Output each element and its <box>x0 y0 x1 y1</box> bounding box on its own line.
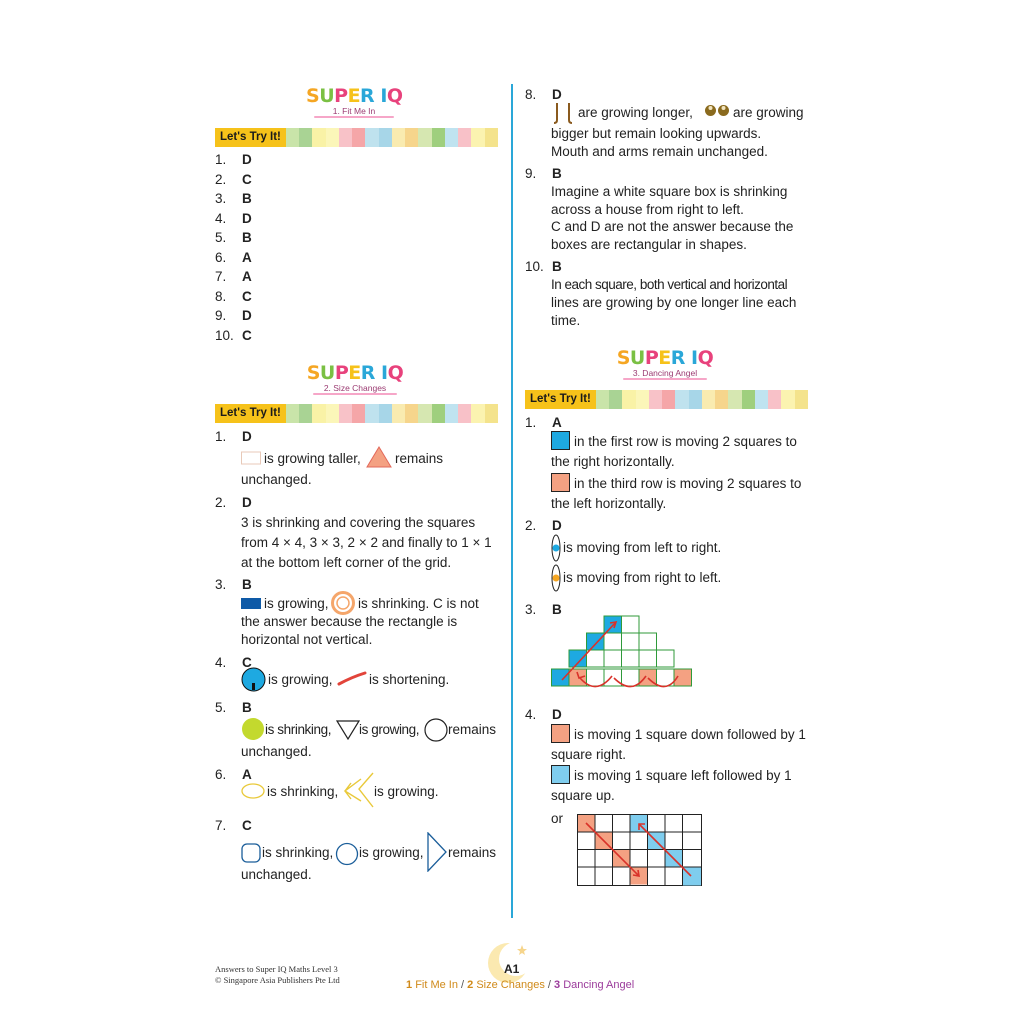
logo-wordmark: SUPER IQ <box>616 347 714 369</box>
logo-wordmark: SUPER IQ <box>306 85 403 107</box>
blue-circle-icon <box>241 667 266 692</box>
page-number: A1 <box>504 962 520 976</box>
q9-line-1: Imagine a white square box is shrinking <box>551 184 788 199</box>
question-number: 7. <box>215 818 227 833</box>
answer-value: B <box>242 700 252 715</box>
footer-line-1: Answers to Super IQ Maths Level 3 <box>215 964 338 974</box>
answer-number: 1. <box>215 152 227 167</box>
answer-value: A <box>242 249 252 265</box>
q5-text-b: is growing, <box>359 722 420 737</box>
try-it-bar-1 <box>215 128 498 147</box>
ch3-q1-text-a: in the first row is moving 2 squares to <box>574 434 797 449</box>
answer-value: D <box>242 152 252 167</box>
q9-line-2: across a house from right to left. <box>551 202 744 217</box>
ch3-q2-text-b: is moving from right to left. <box>563 570 722 585</box>
answer-value: D <box>242 210 252 226</box>
answer-row <box>215 150 252 170</box>
q10-line-2: lines are growing by one longer line each <box>551 295 797 310</box>
ch3-q1-text-b: the right horizontally. <box>551 454 675 469</box>
answer-value: A <box>552 415 562 430</box>
circle-outline-icon <box>424 718 448 742</box>
chap2-num: 2 <box>467 979 474 991</box>
answer-row <box>215 306 252 326</box>
q3-text-c: the answer because the rectangle is <box>241 614 458 629</box>
question-number: 1. <box>215 429 227 444</box>
try-it-label: Let's Try It! <box>215 404 286 423</box>
q7-text-c: remains <box>448 845 497 860</box>
question-number: 9. <box>525 166 537 181</box>
answer-row <box>215 326 252 346</box>
q6-text-b: is growing. <box>374 784 439 799</box>
or-label: or <box>551 811 564 826</box>
column-divider <box>511 84 513 918</box>
ch3-q1-text-d: the left horizontally. <box>551 496 667 511</box>
answer-value: D <box>242 308 252 323</box>
pyramid-grid-diagram <box>550 614 696 690</box>
q1-text-c: unchanged. <box>241 472 312 487</box>
salmon-square-icon <box>551 724 571 744</box>
green-dot-icon <box>241 717 265 741</box>
rectangle-outline-icon <box>241 451 262 466</box>
answer-number: 10. <box>215 327 234 343</box>
ch3-q4-text-c: is moving 1 square left followed by 1 <box>574 768 792 783</box>
answer-value: B <box>552 166 562 181</box>
q5-text-a: is shrinking, <box>265 722 332 737</box>
answer-value: C <box>242 171 252 187</box>
answer-number: 5. <box>215 230 227 245</box>
q10-line-1: In each square, both vertical and horizontal <box>551 277 788 292</box>
color-stripes <box>596 390 808 409</box>
question-number: 3. <box>215 577 227 592</box>
ch3-q1-text-c: in the third row is moving 2 squares to <box>574 476 802 491</box>
chapter-title-3: 3. Dancing Angel <box>615 368 715 378</box>
q2-line-1: 3 is shrinking and covering the squares <box>241 515 476 530</box>
yellow-fish-icon <box>341 771 375 809</box>
grid-diagram <box>577 814 703 887</box>
q2-line-3: at the bottom left corner of the grid. <box>241 555 452 570</box>
answer-number: 7. <box>215 269 227 284</box>
q4-text-a: is growing, <box>268 672 333 687</box>
answer-row <box>215 267 252 287</box>
q8-text-b: are growing <box>733 105 804 120</box>
chapter-1-answers <box>215 150 252 345</box>
q2-line-2: from 4 × 4, 3 × 3, 2 × 2 and finally to 1 × 1 <box>241 535 492 550</box>
chap1-num: 1 <box>406 979 413 991</box>
answer-value: D <box>242 495 252 510</box>
q5-text-d: unchanged. <box>241 744 312 759</box>
question-number: 1. <box>525 415 537 430</box>
chapter-title-2: 2. Size Changes <box>305 383 405 393</box>
try-it-bar-3 <box>525 390 808 409</box>
q3-text-b: is shrinking. C is not <box>358 596 479 611</box>
ch3-q4-text-a: is moving 1 square down followed by 1 <box>574 727 806 742</box>
ch3-q4-text-d: square up. <box>551 788 615 803</box>
answer-row <box>215 189 252 209</box>
try-it-label: Let's Try It! <box>215 128 286 147</box>
answer-number: 2. <box>215 171 227 187</box>
ch3-q2-text-a: is moving from left to right. <box>563 540 722 555</box>
chap3-num: 3 <box>554 979 561 991</box>
question-number: 4. <box>525 707 537 722</box>
q9-line-4: boxes are rectangular in shapes. <box>551 237 747 252</box>
blue-rectangle-icon <box>241 598 262 610</box>
down-triangle-icon <box>336 720 360 740</box>
answer-row <box>215 228 252 248</box>
super-iq-logo-1 <box>306 86 402 116</box>
chapter-title-1: 1. Fit Me In <box>306 106 402 116</box>
question-number: 2. <box>525 518 537 533</box>
answer-number: 8. <box>215 288 227 304</box>
super-iq-logo-2 <box>305 363 405 393</box>
footer-chapters <box>406 979 634 991</box>
answer-row <box>215 248 252 268</box>
q6-text-a: is shrinking, <box>267 784 339 799</box>
answer-value: D <box>552 707 562 722</box>
answer-row <box>215 287 252 307</box>
answer-number: 9. <box>215 308 227 323</box>
question-number: 4. <box>215 655 227 670</box>
answer-number: 6. <box>215 249 227 265</box>
triangle-icon <box>366 446 392 468</box>
separator: / <box>457 979 468 991</box>
q8-text-c: bigger but remain looking upwards. <box>551 126 762 141</box>
q1-text-b: remains <box>395 451 444 466</box>
chap1-name: Fit Me In <box>415 979 458 991</box>
q3-text-a: is growing, <box>264 596 329 611</box>
q7-text-d: unchanged. <box>241 867 312 882</box>
question-number: 6. <box>215 767 227 782</box>
answer-value: D <box>552 518 562 533</box>
answer-row <box>215 209 252 229</box>
answer-number: 4. <box>215 210 227 226</box>
q9-line-3: C and D are not the answer because the <box>551 219 794 234</box>
q1-text-a: is growing taller, <box>264 451 361 466</box>
separator: / <box>544 979 555 991</box>
chap2-name: Size Changes <box>476 979 545 991</box>
question-number: 10. <box>525 259 544 274</box>
q7-text-a: is shrinking, <box>262 845 334 860</box>
color-stripes <box>286 404 498 423</box>
super-iq-logo-3 <box>615 348 715 378</box>
ch3-q4-text-b: square right. <box>551 747 627 762</box>
right-triangle-icon <box>426 832 448 872</box>
blue-dot-oval-icon <box>551 534 561 562</box>
blue-square-icon <box>551 431 571 451</box>
orange-dot-oval-icon <box>551 564 561 592</box>
q8-text-d: Mouth and arms remain unchanged. <box>551 144 768 159</box>
q5-text-c: remains <box>448 722 497 737</box>
answer-value: A <box>242 269 252 284</box>
question-number: 8. <box>525 87 537 102</box>
answer-value: B <box>552 259 562 274</box>
yellow-ellipse-icon <box>241 783 265 799</box>
q10-line-3: time. <box>551 313 581 328</box>
answer-value: B <box>242 191 252 206</box>
q8-text-a: are growing longer, <box>578 105 693 120</box>
answer-value: C <box>242 288 252 304</box>
answer-number: 3. <box>215 191 227 206</box>
footer-line-2: © Singapore Asia Publishers Pte Ltd <box>215 975 340 985</box>
question-number: 5. <box>215 700 227 715</box>
answer-value: D <box>242 429 252 444</box>
answer-value: A <box>242 767 252 782</box>
answer-value: D <box>552 87 562 102</box>
answer-value: B <box>552 602 562 617</box>
blue-circle-outline-icon <box>335 842 359 866</box>
footer-copyright <box>215 964 340 986</box>
color-stripes <box>286 128 498 147</box>
answer-value: C <box>242 327 252 343</box>
logo-wordmark: SUPER IQ <box>306 362 404 384</box>
try-it-label: Let's Try It! <box>525 390 596 409</box>
q4-text-b: is shortening. <box>369 672 450 687</box>
answer-value: B <box>242 577 252 592</box>
chap3-name: Dancing Angel <box>563 979 635 991</box>
red-stroke-icon <box>337 671 367 687</box>
question-number: 3. <box>525 602 537 617</box>
answer-row <box>215 170 252 190</box>
salmon-square-icon <box>551 473 571 493</box>
answer-value: B <box>242 230 252 245</box>
try-it-bar-2 <box>215 404 498 423</box>
light-blue-square-icon <box>551 765 571 785</box>
answer-value: C <box>242 818 252 833</box>
q3-text-d: horizontal not vertical. <box>241 632 373 647</box>
answer-value: C <box>242 655 252 670</box>
rounded-square-icon <box>241 843 261 863</box>
q7-text-b: is growing, <box>359 845 424 860</box>
question-number: 2. <box>215 495 227 510</box>
eyes-icon <box>704 104 730 117</box>
eyebrows-icon <box>551 101 575 125</box>
